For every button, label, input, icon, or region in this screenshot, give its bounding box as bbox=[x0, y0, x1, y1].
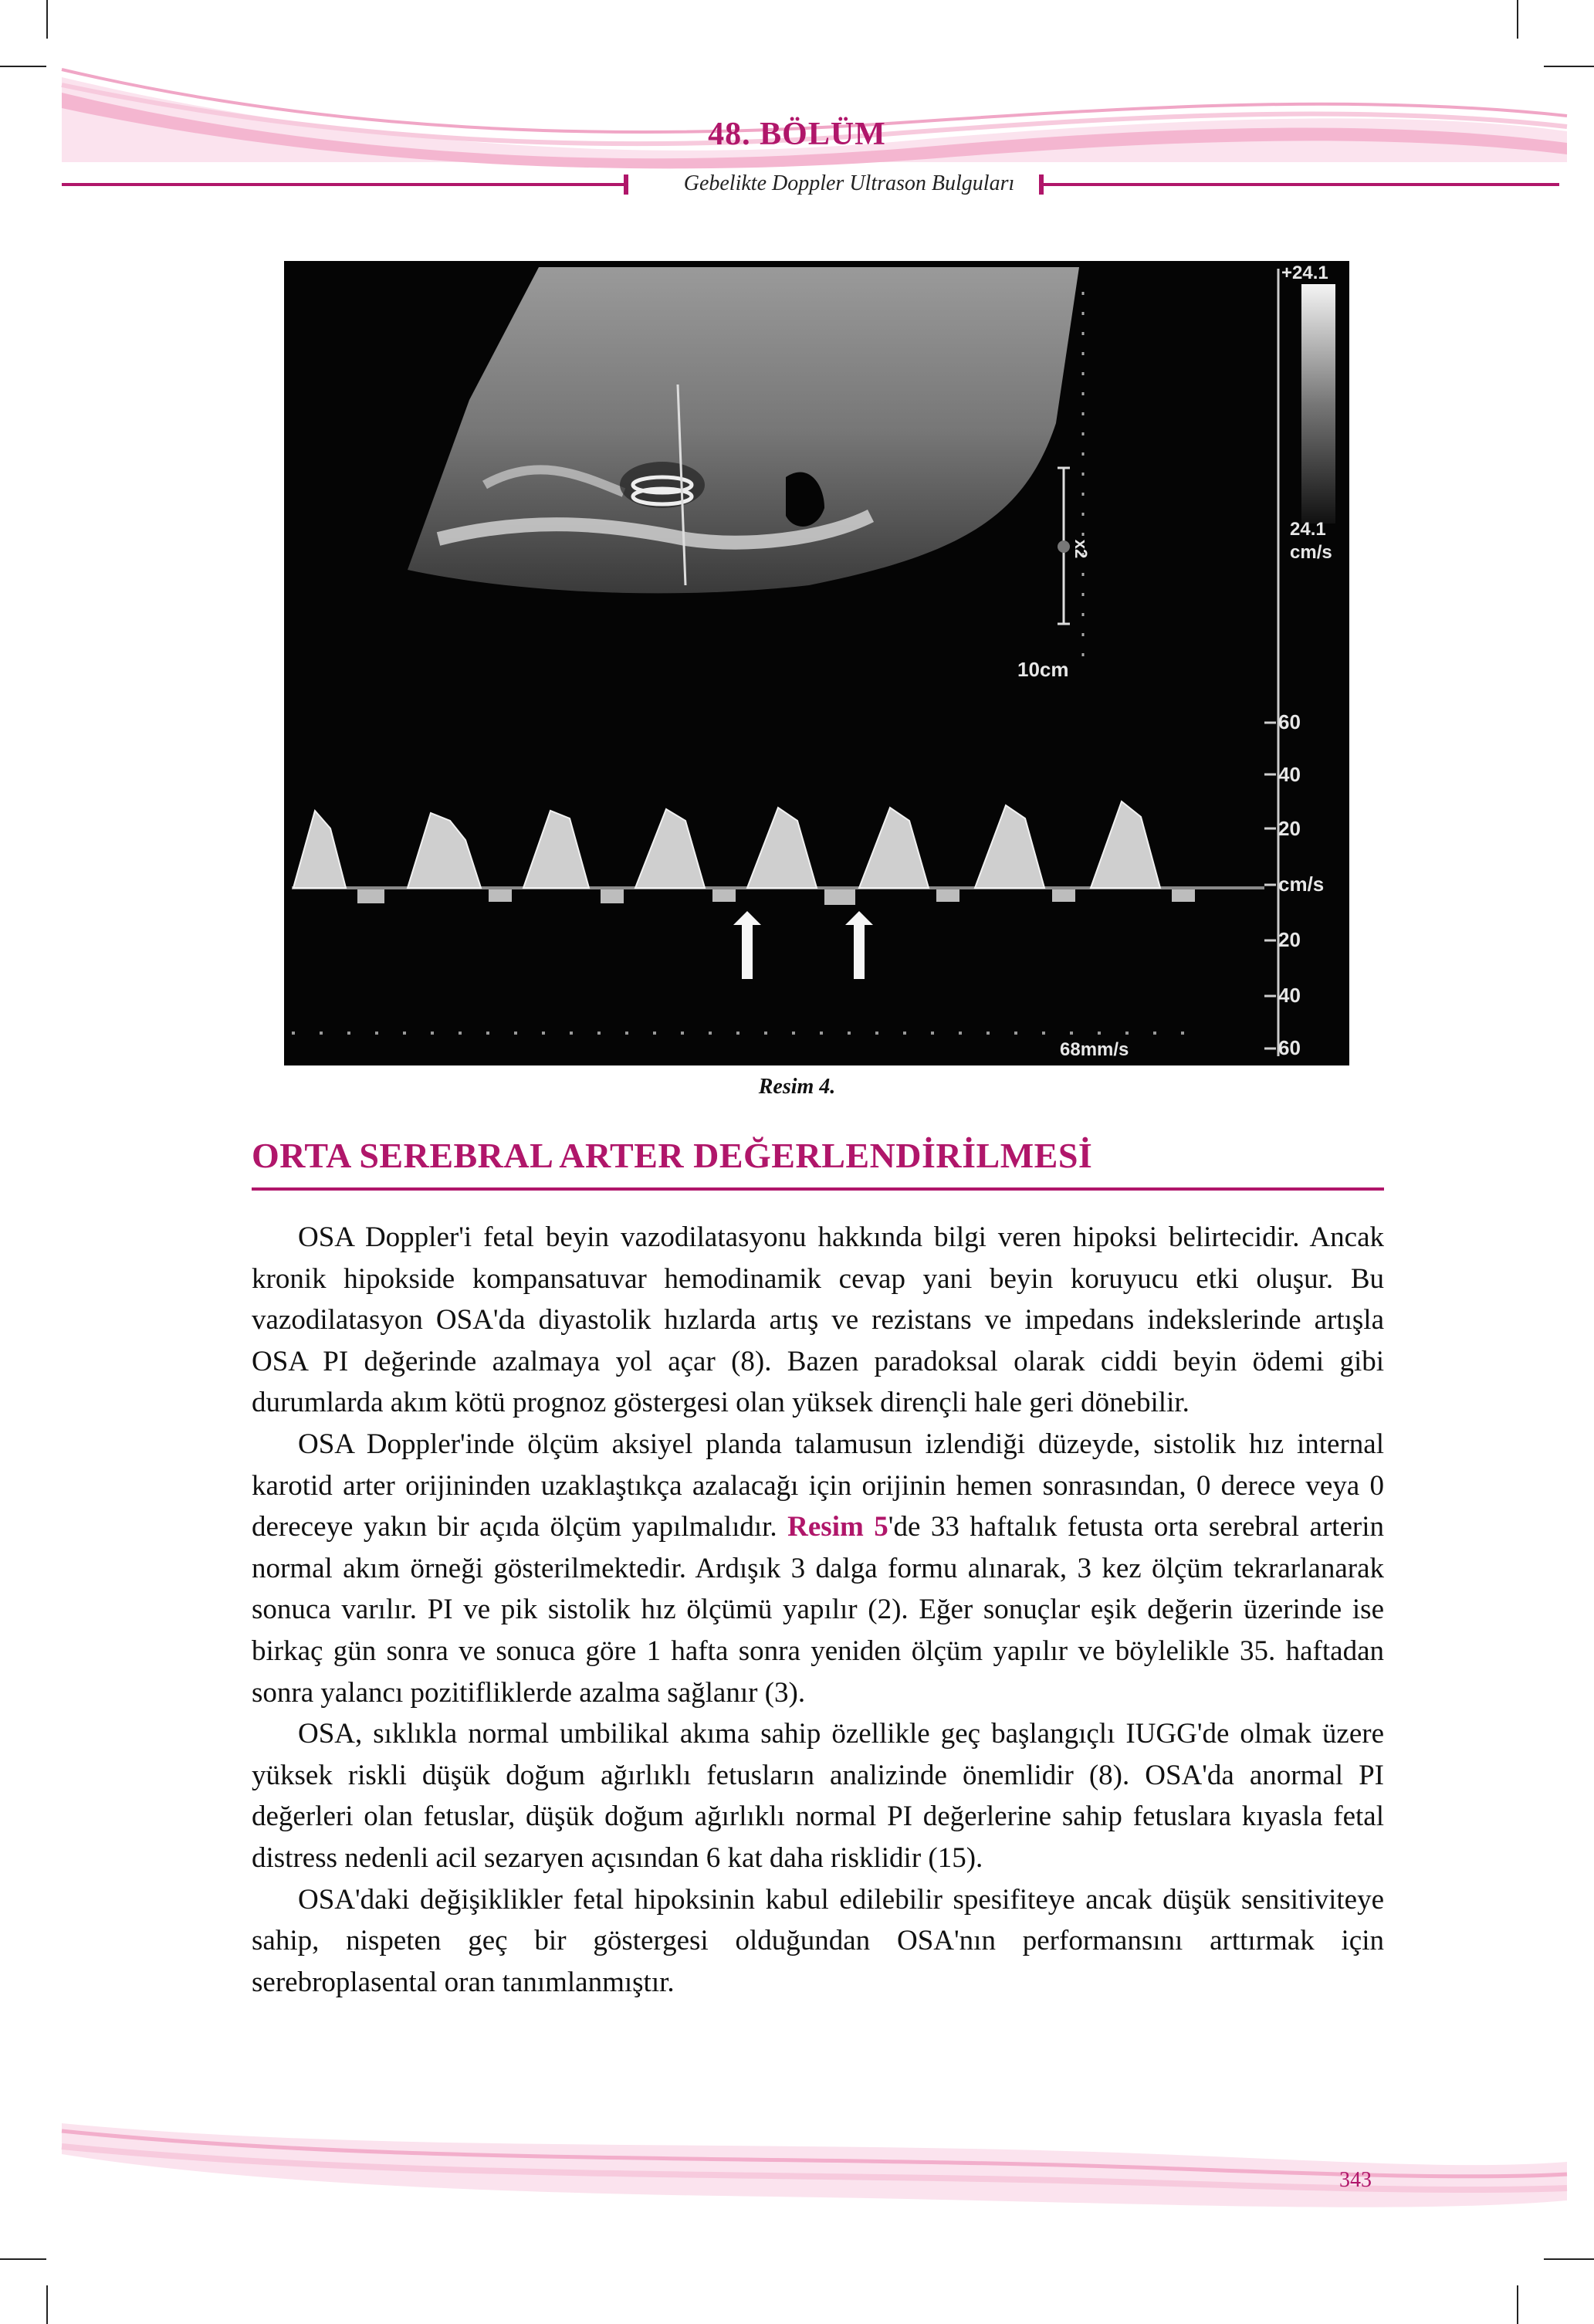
velocity-tick-label: cm/s bbox=[1278, 872, 1325, 896]
subtitle-rule-left bbox=[62, 183, 625, 186]
doppler-ultrasound-figure bbox=[284, 261, 1349, 1065]
footer-wave-decoration bbox=[0, 2108, 1594, 2224]
page-number: 343 bbox=[1339, 2168, 1372, 2192]
spectral-waveforms bbox=[293, 801, 1160, 888]
chapter-title: 48. BÖLÜM bbox=[708, 117, 886, 152]
subtitle-rule-right bbox=[1044, 183, 1559, 186]
crop-mark bbox=[1544, 2258, 1594, 2260]
crop-mark bbox=[1517, 0, 1518, 39]
figure-reference-link[interactable]: Resim 5 bbox=[787, 1511, 888, 1543]
scale-unit-label: cm/s bbox=[1290, 542, 1332, 563]
depth-label: 10cm bbox=[1017, 658, 1069, 681]
paragraph: OSA, sıklıkla normal umbilikal akıma sahip özellikle geç başlangıçlı IUGG'de olmak üzere yüksek riskli düşük doğum ağırlıklı fetusların analizinde önemlidir (8). OSA'da anormal PI değerleri olan fetuslar, düşük doğum ağırlıklı normal PI değerlerine sahip fetuslara kıyasla fetal distress nedenli acil sezaryen açısından 6 kat daha risklidir (15). bbox=[252, 1718, 1384, 1874]
velocity-tick-label: 40 bbox=[1278, 763, 1301, 786]
section-heading: ORTA SEREBRAL ARTER DEĞERLENDİRİLMESİ bbox=[252, 1136, 1093, 1175]
subtitle-tick-left bbox=[624, 174, 628, 195]
paragraph: OSA Doppler'i fetal beyin vazodilatasyonu hakkında bilgi veren hipoksi belirtecidir. Ancak kronik hipokside kompansatuvar hemodinamik cevap yani beyin koruyucu etki oluşur. Bu vazodilatasyon OSA'da diyastolik hızlarda artış ve rezistans ve impedans indekslerinde artışla OSA PI değerinde azalmaya yol açar (8). Bazen paradoksal olarak ciddi beyin ödemi gibi durumlarda akım kötü prognoz göstergesi olan yüksek dirençli hale geri dönebilir. bbox=[252, 1221, 1384, 1419]
paragraph-text: 'de 33 haftalık fetusta orta serebral arterin normal akım örneği gösterilmektedir. Ardışık 3 dalga formu alınarak, 3 kez ölçüm tekrarlanarak sonuca varılır. PI ve pik sistolik hız ölçümü yapılır (2). Eğer sonuçlar eşik değerin üzerinde ise birkaç gün sonra ve sonuca göre 1 hafta sonra yeniden ölçüm yapılır ve böylelikle 35. haftadan sonra yalancı pozitifliklerde azalma sağlanır (3). bbox=[252, 1511, 1384, 1709]
figure-caption: Resim 4. bbox=[758, 1075, 836, 1099]
velocity-tick-label: 60 bbox=[1278, 710, 1301, 733]
velocity-tick-label: 20 bbox=[1278, 928, 1301, 951]
sweep-speed-label: 68mm/s bbox=[1060, 1039, 1129, 1060]
scale-bottom-label: 24.1 bbox=[1290, 519, 1326, 540]
body-text bbox=[252, 1217, 1384, 2003]
crop-mark bbox=[46, 2285, 48, 2324]
velocity-tick-label: 60 bbox=[1278, 1036, 1301, 1059]
chapter-subtitle-row bbox=[62, 171, 1559, 205]
velocity-tick-label: 40 bbox=[1278, 984, 1301, 1007]
ultrasound-image bbox=[284, 261, 1349, 1065]
chapter-subtitle: Gebelikte Doppler Ultrason Bulguları bbox=[683, 171, 1015, 195]
paragraph: OSA'daki değişiklikler fetal hipoksinin kabul edilebilir spesifiteye ancak düşük sensitiviteye sahip, nispeten geç bir göstergesi olduğundan OSA'nın performansını arttırmak için serebroplasental oran tanımlanmıştır. bbox=[252, 1883, 1384, 1998]
paragraph-text: OSA Doppler'inde ölçüm aksiyel planda talamusun izlendiği düzeyde, sistolik hız internal karotid arter orijininden uzaklaştıkça azalacağı için orijinin hemen sonrasından, 0 derece veya 0 dereceye yakın bir açıda ölçüm yapılmalıdır. bbox=[252, 1428, 1384, 1543]
crop-mark bbox=[46, 0, 48, 39]
arrow-icons bbox=[733, 911, 873, 979]
paragraph bbox=[252, 1424, 1384, 1713]
reverse-flow-marks bbox=[357, 889, 1195, 905]
section-heading-rule bbox=[252, 1187, 1384, 1191]
velocity-tick-label: 20 bbox=[1278, 817, 1301, 840]
crop-mark bbox=[1517, 2285, 1518, 2324]
crop-mark bbox=[0, 2258, 46, 2260]
zoom-label: x2 bbox=[1071, 539, 1091, 559]
scale-top-label: +24.1 bbox=[1281, 263, 1328, 283]
